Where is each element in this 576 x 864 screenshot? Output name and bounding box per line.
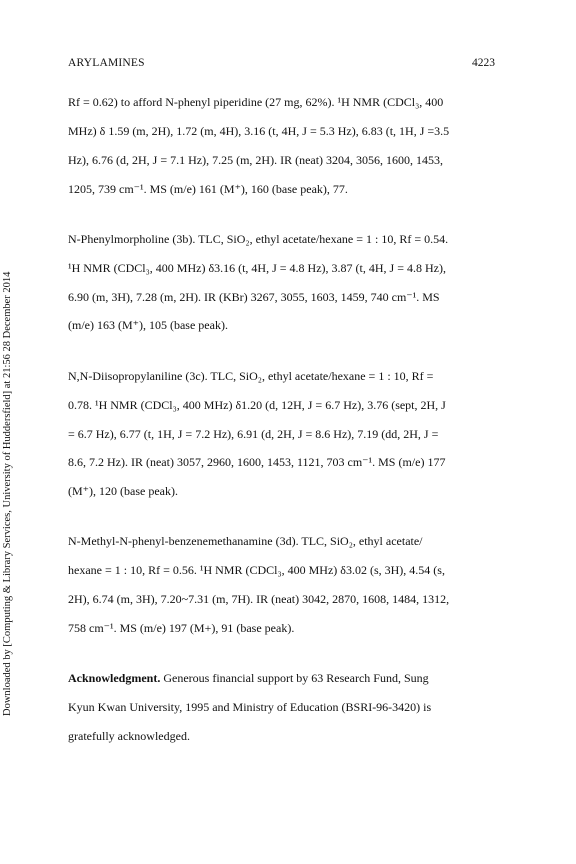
para4-line: 758 cm⁻¹. MS (m/e) 197 (M+), 91 (base peak). [68, 621, 295, 635]
para1-line: Rf = 0.62) to afford N-phenyl piperidine (27 mg, 62%). ¹H NMR (CDCl₃, 400 [68, 95, 444, 109]
para4-line: 2H), 6.74 (m, 3H), 7.20~7.31 (m, 7H). IR (neat) 3042, 2870, 1608, 1484, 1312, [68, 592, 450, 606]
page-number: 4223 [472, 57, 495, 69]
para1-line: MHz) δ 1.59 (m, 2H), 1.72 (m, 4H), 3.16 (t, 4H, J = 5.3 Hz), 6.83 (t, 1H, J =3.5 [68, 124, 450, 138]
para2-line: 6.90 (m, 3H), 7.28 (m, 2H). IR (KBr) 3267, 3055, 1603, 1459, 740 cm⁻¹. MS [68, 290, 440, 304]
para2-line: (m/e) 163 (M⁺), 105 (base peak). [68, 318, 228, 332]
ack-line [68, 671, 429, 685]
para1-line: Hz), 6.76 (d, 2H, J = 7.1 Hz), 7.25 (m, 2H). IR (neat) 3204, 3056, 1600, 1453, [68, 153, 444, 167]
para4-line: N-Methyl-N-phenyl-benzenemethanamine (3d). TLC, SiO₂, ethyl acetate/ [68, 534, 423, 548]
para3-line: N,N-Diisopropylaniline (3c). TLC, SiO₂, ethyl acetate/hexane = 1 : 10, Rf = [68, 369, 434, 383]
download-watermark: Downloaded by [Computing & Library Services, University of Huddersfield] at 21:56 28 December 2014 [2, 271, 13, 716]
para1-line: 1205, 739 cm⁻¹. MS (m/e) 161 (M⁺), 160 (base peak), 77. [68, 182, 348, 196]
para3-line: = 6.7 Hz), 6.77 (t, 1H, J = 7.2 Hz), 6.91 (d, 2H, J = 8.6 Hz), 7.19 (dd, 2H, J = [68, 427, 439, 441]
ack-heading: Acknowledgment. [68, 671, 161, 685]
ack-line: Kyun Kwan University, 1995 and Ministry of Education (BSRI-96-3420) is [68, 700, 432, 714]
para2-line: N-Phenylmorpholine (3b). TLC, SiO₂, ethyl acetate/hexane = 1 : 10, Rf = 0.54. [68, 232, 449, 246]
para3-line: (M⁺), 120 (base peak). [68, 484, 178, 498]
para3-line: 0.78. ¹H NMR (CDCl₃, 400 MHz) δ1.20 (d, 12H, J = 6.7 Hz), 3.76 (sept, 2H, J [68, 398, 446, 412]
ack-line: gratefully acknowledged. [68, 729, 190, 743]
para2-line: ¹H NMR (CDCl₃, 400 MHz) δ3.16 (t, 4H, J = 4.8 Hz), 3.87 (t, 4H, J = 4.8 Hz), [68, 261, 446, 275]
para4-line: hexane = 1 : 10, Rf = 0.56. ¹H NMR (CDCl₃, 400 MHz) δ3.02 (s, 3H), 4.54 (s, [68, 563, 445, 577]
ack-text: Generous financial support by 63 Research Fund, Sung [160, 671, 429, 685]
para3-line: 8.6, 7.2 Hz). IR (neat) 3057, 2960, 1600, 1453, 1121, 703 cm⁻¹. MS (m/e) 177 [68, 455, 446, 469]
running-header-title: ARYLAMINES [68, 57, 145, 69]
